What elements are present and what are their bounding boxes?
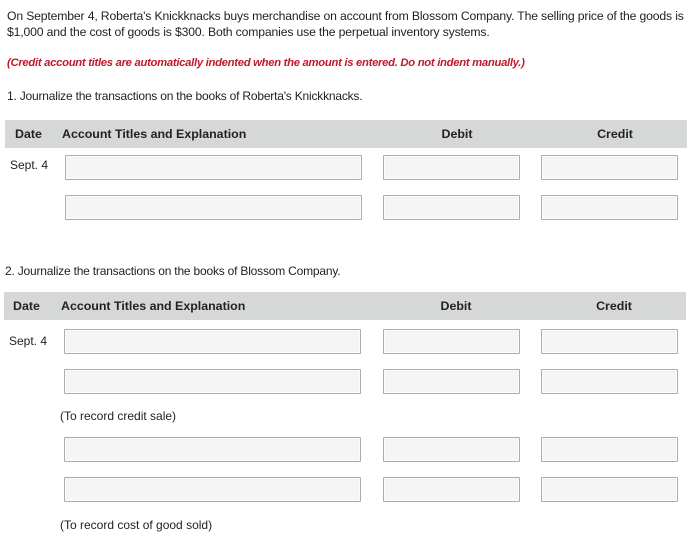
debit-input-2-2[interactable] [383,369,520,394]
credit-input-1-1[interactable] [541,155,678,180]
question-1-title: 1. Journalize the transactions on the books of Roberta's Knickknacks. [7,89,363,103]
credit-input-2-3[interactable] [541,437,678,462]
credit-input-2-1[interactable] [541,329,678,354]
debit-input-2-4[interactable] [383,477,520,502]
date-column-header-2: Date [13,299,40,313]
debit-input-2-1[interactable] [383,329,520,354]
debit-column-header-2: Debit [440,299,472,313]
problem-statement: On September 4, Roberta's Knickknacks buys merchandise on account from Blossom Company. The selling price of the goods is $1,000 and the cost of goods is $300. Both companies use the perpetual inventory systems. [7,9,684,39]
credit-column-header: Credit [597,127,633,141]
debit-input-1-2[interactable] [383,195,520,220]
date-label-1: Sept. 4 [10,158,49,172]
question-2-title: 2. Journalize the transactions on the books of Blossom Company. [5,264,341,278]
account-title-input-2-1[interactable] [64,329,361,354]
account-title-input-2-3[interactable] [64,437,361,462]
cost-of-goods-sold-note: (To record cost of good sold) [60,518,213,532]
account-column-header-2: Account Titles and Explanation [61,299,246,313]
journal-table-header-2 [4,292,686,320]
debit-column-header: Debit [441,127,473,141]
date-label-2: Sept. 4 [9,334,48,348]
account-title-input-1-2[interactable] [65,195,362,220]
account-title-input-2-4[interactable] [64,477,361,502]
journal-table-header-1 [5,120,687,148]
account-column-header: Account Titles and Explanation [62,127,247,141]
credit-input-2-4[interactable] [541,477,678,502]
credit-column-header-2: Credit [596,299,632,313]
credit-input-2-2[interactable] [541,369,678,394]
account-title-input-2-2[interactable] [64,369,361,394]
account-title-input-1-1[interactable] [65,155,362,180]
debit-input-2-3[interactable] [383,437,520,462]
credit-indent-instruction: (Credit account titles are automatically indented when the amount is entered. Do not indent manually.) [7,57,525,69]
credit-input-1-2[interactable] [541,195,678,220]
date-column-header: Date [15,127,42,141]
debit-input-1-1[interactable] [383,155,520,180]
credit-sale-note: (To record credit sale) [60,409,177,423]
